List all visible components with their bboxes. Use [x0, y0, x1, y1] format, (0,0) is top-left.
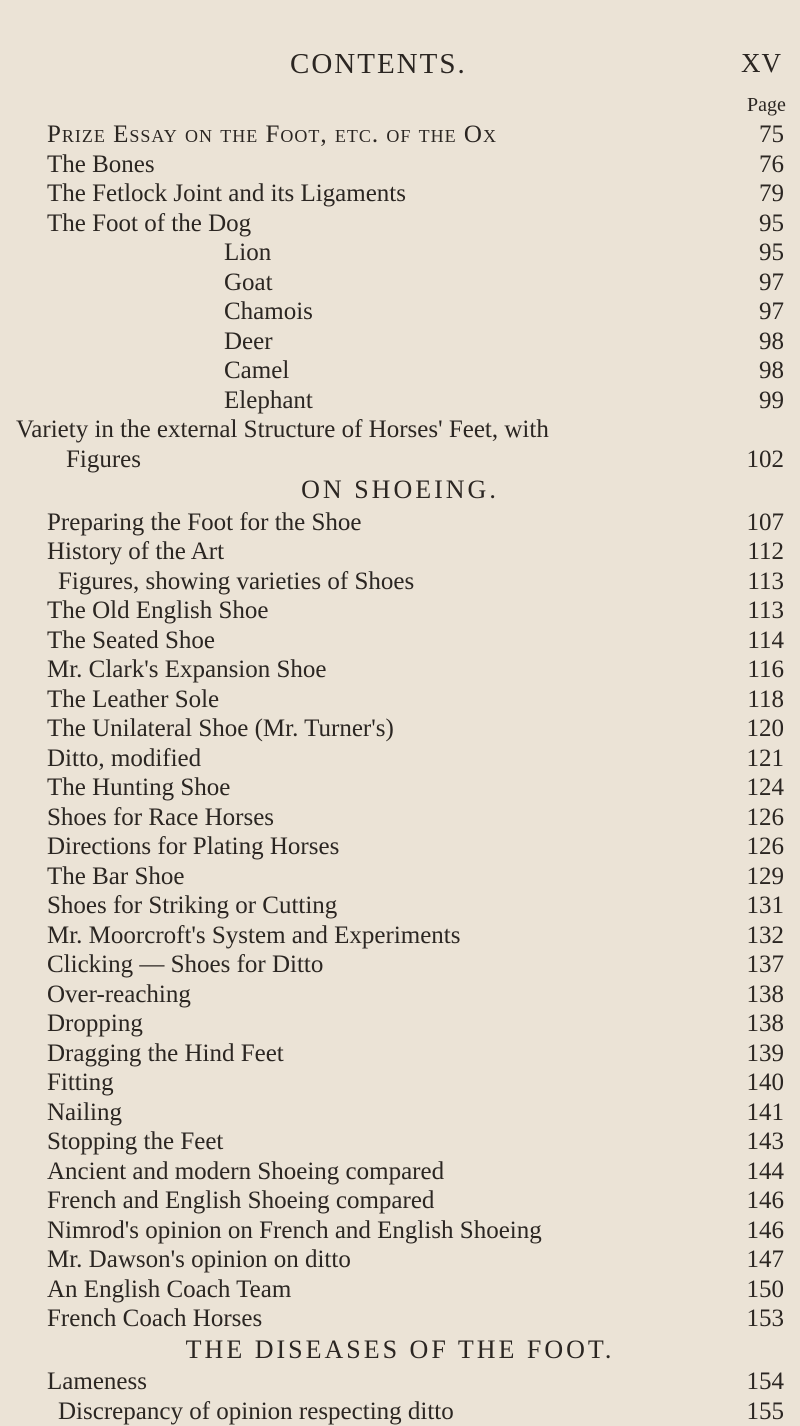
- entry-page: 113: [747, 567, 784, 597]
- entry-title: Nailing: [47, 1098, 122, 1128]
- toc-entry: [0, 1186, 800, 1216]
- toc-entry: [0, 1216, 800, 1246]
- toc-entry: [0, 1009, 800, 1039]
- toc-entry: [0, 415, 800, 445]
- entry-title: An English Coach Team: [47, 1275, 291, 1305]
- entry-title: Goat: [224, 268, 273, 298]
- toc-entry: [0, 773, 800, 803]
- entry-title: History of the Art: [47, 537, 224, 567]
- section-heading-diseases: THE DISEASES OF THE FOOT.: [0, 1334, 800, 1366]
- entry-title: The Seated Shoe: [47, 626, 215, 656]
- toc-entry: [0, 268, 800, 298]
- entry-page: 102: [747, 445, 785, 475]
- entry-page: 138: [747, 980, 785, 1010]
- entry-title: Dragging the Hind Feet: [47, 1039, 284, 1069]
- toc-entry: [0, 567, 800, 597]
- entry-page: 95: [759, 238, 784, 268]
- toc-entry: [0, 1397, 800, 1426]
- entry-title: French and English Shoeing compared: [47, 1186, 434, 1216]
- entry-page: 95: [759, 209, 784, 239]
- entry-page: 79: [759, 179, 784, 209]
- page-header: [0, 48, 800, 88]
- entry-title: The Old English Shoe: [47, 596, 269, 626]
- entry-page: 154: [747, 1367, 785, 1397]
- entry-title: Mr. Moorcroft's System and Experiments: [47, 921, 460, 951]
- toc-entry: [0, 950, 800, 980]
- entry-title: Deer: [224, 327, 273, 357]
- toc-entry: [0, 1127, 800, 1157]
- entry-page: 114: [747, 626, 784, 656]
- entry-page: 99: [759, 386, 784, 416]
- entry-title: Figures, showing varieties of Shoes: [58, 567, 414, 597]
- entry-title: Mr. Dawson's opinion on ditto: [47, 1245, 351, 1275]
- entry-title: Figures: [66, 445, 141, 475]
- toc-entry: [0, 891, 800, 921]
- toc-entry: [0, 1245, 800, 1275]
- page-column-label: Page: [747, 94, 786, 117]
- toc-entry: [0, 685, 800, 715]
- entry-title: Ancient and modern Shoeing compared: [47, 1157, 444, 1187]
- toc-entry: [0, 179, 800, 209]
- entry-page: 75: [759, 120, 784, 150]
- entry-page: 112: [747, 537, 784, 567]
- entry-page: 153: [747, 1304, 785, 1334]
- entry-title: Lion: [224, 238, 271, 268]
- entry-title: The Bones: [47, 150, 155, 180]
- entry-title: Ditto, modified: [47, 744, 201, 774]
- entry-title: Camel: [224, 356, 289, 386]
- entry-page: 118: [747, 685, 784, 715]
- section-heading-shoeing: ON SHOEING.: [0, 474, 800, 506]
- entry-title: Dropping: [47, 1009, 143, 1039]
- toc-entry: [0, 327, 800, 357]
- toc-entry: [0, 921, 800, 951]
- entry-page: 139: [747, 1039, 785, 1069]
- entry-page: 98: [759, 327, 784, 357]
- entry-page: 116: [747, 655, 784, 685]
- entry-title: The Foot of the Dog: [47, 209, 251, 239]
- entry-title: Stopping the Feet: [47, 1127, 223, 1157]
- toc-entry: [0, 655, 800, 685]
- entry-page: 97: [759, 268, 784, 298]
- entry-title: Shoes for Striking or Cutting: [47, 891, 337, 921]
- toc-entry: [0, 1367, 800, 1397]
- entry-page: 155: [747, 1397, 785, 1426]
- entry-page: 129: [747, 862, 785, 892]
- entry-page: 150: [747, 1275, 785, 1305]
- toc-entry: [0, 297, 800, 327]
- entry-title: The Hunting Shoe: [47, 773, 230, 803]
- entry-title: Chamois: [224, 297, 313, 327]
- toc-entry: [0, 744, 800, 774]
- toc-entry: [0, 238, 800, 268]
- entry-page: 137: [747, 950, 785, 980]
- toc-entry: [0, 1304, 800, 1334]
- toc-entry: [0, 120, 800, 150]
- entry-page: 132: [747, 921, 785, 951]
- entry-page: 97: [759, 297, 784, 327]
- toc-entry: [0, 150, 800, 180]
- entry-page: 121: [747, 744, 785, 774]
- toc-entry: [0, 626, 800, 656]
- entry-title: Over-reaching: [47, 980, 191, 1010]
- entry-page: 124: [747, 773, 785, 803]
- entry-page: 98: [759, 356, 784, 386]
- entry-title: Nimrod's opinion on French and English Shoeing: [47, 1216, 542, 1246]
- entry-page: 146: [747, 1216, 785, 1246]
- toc-entry: [0, 1039, 800, 1069]
- entry-title: Prize Essay on the Foot, etc. of the Ox: [47, 120, 497, 150]
- toc-entry: [0, 596, 800, 626]
- toc-entry: [0, 1098, 800, 1128]
- entry-page: 76: [759, 150, 784, 180]
- entry-title: The Bar Shoe: [47, 862, 184, 892]
- toc-entry: [0, 445, 800, 475]
- entry-page: 140: [747, 1068, 785, 1098]
- entry-page: 146: [747, 1186, 785, 1216]
- entry-title: Preparing the Foot for the Shoe: [47, 508, 362, 538]
- folio: XV: [741, 48, 782, 79]
- entry-title: The Fetlock Joint and its Ligaments: [47, 179, 406, 209]
- toc-entry: [0, 862, 800, 892]
- entry-page: 126: [747, 803, 785, 833]
- entry-page: 113: [747, 596, 784, 626]
- entry-title: The Unilateral Shoe (Mr. Turner's): [47, 714, 394, 744]
- entry-title: French Coach Horses: [47, 1304, 262, 1334]
- entry-title: Shoes for Race Horses: [47, 803, 274, 833]
- toc-entry: [0, 1157, 800, 1187]
- entry-title: Mr. Clark's Expansion Shoe: [47, 655, 327, 685]
- entry-title: The Leather Sole: [47, 685, 219, 715]
- entry-page: 141: [747, 1098, 785, 1128]
- entry-title: Directions for Plating Horses: [47, 832, 339, 862]
- toc-entry: [0, 803, 800, 833]
- entry-title: Discrepancy of opinion respecting ditto: [58, 1397, 454, 1426]
- toc-entry: [0, 508, 800, 538]
- entry-page: 138: [747, 1009, 785, 1039]
- entry-page: 107: [747, 508, 785, 538]
- entry-title: Elephant: [224, 386, 313, 416]
- entry-title: Clicking — Shoes for Ditto: [47, 950, 323, 980]
- entry-title: Lameness: [47, 1367, 147, 1397]
- toc-entry: [0, 537, 800, 567]
- toc-entry: [0, 1275, 800, 1305]
- toc-entry: [0, 980, 800, 1010]
- entry-page: 144: [747, 1157, 785, 1187]
- toc-entry: [0, 714, 800, 744]
- toc-entry: [0, 832, 800, 862]
- entry-title: Variety in the external Structure of Horses' Feet, with: [16, 415, 549, 445]
- entry-page: 120: [747, 714, 785, 744]
- toc-entry: [0, 1068, 800, 1098]
- entry-page: 131: [747, 891, 785, 921]
- entry-page: 147: [747, 1245, 785, 1275]
- toc-entry: [0, 386, 800, 416]
- entry-title: Fitting: [47, 1068, 114, 1098]
- toc-entry: [0, 209, 800, 239]
- running-title: CONTENTS.: [290, 48, 467, 81]
- entry-page: 126: [747, 832, 785, 862]
- entry-page: 143: [747, 1127, 785, 1157]
- toc-entry: [0, 356, 800, 386]
